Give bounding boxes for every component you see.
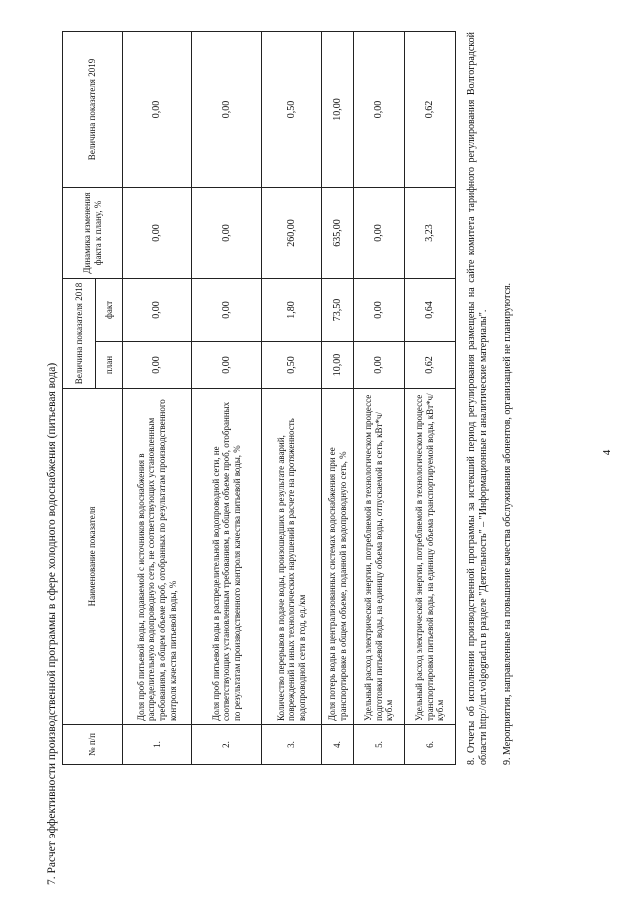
header-name: Наименование показателя (63, 389, 123, 725)
row-num: 3. (262, 725, 322, 765)
row-fact: 0,64 (405, 278, 456, 341)
table-row (262, 31, 322, 764)
row-name: Удельный расход электрической энергии, потребляемой в технологическом процессе подготовки питьевой воды, на единицу объема воды, отпускаемой в сеть, кВт*ч/куб.м (354, 389, 405, 725)
page-number: 4 (601, 449, 613, 456)
row-num: 4. (322, 725, 354, 765)
efficiency-table (62, 31, 456, 765)
row-name: Доля проб питьевой воды в распределительной водопроводной сети, не соответствующих установленным требованиям, в общем объеме проб, отобранных по результатам производственного контроля качества питьевой воды, % (192, 389, 262, 725)
row-plan: 0,00 (192, 342, 262, 389)
row-value-2019: 10,00 (322, 31, 354, 187)
row-dynamics: 635,00 (322, 187, 354, 278)
row-name: Доля проб питьевой воды, подаваемой с источников водоснабжения в распределительную водопроводную сеть, не соответствующих установленным требованиям, в общем объеме проб, отобранных по результатам производственного контроля качества питьевой воды, % (123, 389, 192, 725)
row-value-2019: 0,00 (354, 31, 405, 187)
header-value-2019: Величина показателя 2019 (63, 31, 123, 187)
row-name: Количество перерывов в подаче воды, произошедших в результате аварий, повреждений и иных технологических нарушений в расчете на протяженность водопроводной сети в год, ед./км (262, 389, 322, 725)
row-num: 2. (192, 725, 262, 765)
row-fact: 0,00 (354, 278, 405, 341)
row-name: Удельный расход электрической энергии, потребляемой в технологическом процессе транспортировки питьевой воды, на единицу объема транспортируемой воды, кВт*ч/куб.м (405, 389, 456, 725)
header-num: № п/п (63, 725, 123, 765)
table-row (405, 31, 456, 764)
note-8: 8. Отчеты об исполнении производственной программы за истекший период регулирования размещены на сайте комитета тарифного регулирования Волгоградской области http://urt.volgograd.ru в разделе "Деятельность" – "Информационные и аналитические материалы". (466, 32, 490, 765)
header-dynamics: Динамика изменения факта к плану, % (63, 187, 123, 278)
row-dynamics: 260,00 (262, 187, 322, 278)
note-9: 9. Мероприятия, направленные на повышение качества обслуживания абонентов, организацией не планируются. (502, 282, 513, 765)
row-plan: 0,00 (123, 342, 192, 389)
row-value-2019: 0,00 (192, 31, 262, 187)
row-plan: 10,00 (322, 342, 354, 389)
row-value-2019: 0,00 (123, 31, 192, 187)
row-dynamics: 3,23 (405, 187, 456, 278)
row-num: 6. (405, 725, 456, 765)
row-fact: 1,80 (262, 278, 322, 341)
row-num: 1. (123, 725, 192, 765)
header-value-2018: Величина показателя 2018 (63, 278, 96, 388)
row-dynamics: 0,00 (123, 187, 192, 278)
table-row (123, 31, 192, 764)
row-plan: 0,62 (405, 342, 456, 389)
row-num: 5. (354, 725, 405, 765)
row-dynamics: 0,00 (354, 187, 405, 278)
table-header-row (63, 31, 96, 764)
section-title: 7. Расчет эффективности производственной программы в сфере холодного водоснабжения (питьевая вода) (46, 362, 58, 885)
row-fact: 73,50 (322, 278, 354, 341)
row-plan: 0,00 (354, 342, 405, 389)
table-row (322, 31, 354, 764)
table-row (192, 31, 262, 764)
row-plan: 0,50 (262, 342, 322, 389)
row-fact: 0,00 (192, 278, 262, 341)
row-value-2019: 0,62 (405, 31, 456, 187)
table-row (354, 31, 405, 764)
row-value-2019: 0,50 (262, 31, 322, 187)
header-fact: факт (96, 278, 123, 341)
row-fact: 0,00 (123, 278, 192, 341)
header-plan: план (96, 342, 123, 389)
row-dynamics: 0,00 (192, 187, 262, 278)
row-name: Доля потерь воды в централизованных системах водоснабжения при ее транспортировке в общем объеме, поданной в водопроводную сеть, % (322, 389, 354, 725)
